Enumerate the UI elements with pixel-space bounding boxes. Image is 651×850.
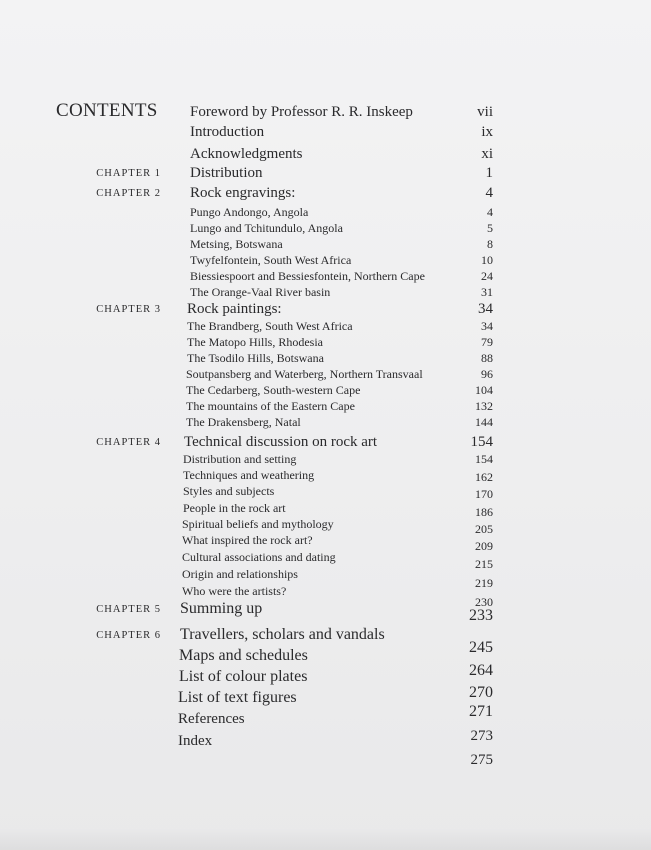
- page-number: vii: [477, 104, 493, 120]
- entry-title: Travellers, scholars and vandals: [180, 626, 385, 643]
- page-number: ix: [481, 124, 493, 140]
- entry-title: The mountains of the Eastern Cape: [186, 399, 355, 413]
- entry-title: Twyfelfontein, South West Africa: [190, 253, 352, 267]
- page-number: 233: [469, 607, 493, 624]
- page-number: 230: [475, 595, 493, 609]
- chapter-label: CHAPTER 4: [96, 437, 161, 448]
- entry-title: Foreword by Professor R. R. Inskeep: [190, 104, 413, 120]
- page-number: 273: [470, 728, 493, 744]
- chapter-label: CHAPTER 6: [96, 630, 161, 641]
- chapter-label: CHAPTER 5: [96, 604, 161, 615]
- chapter-label: CHAPTER 1: [96, 168, 161, 179]
- entry-title: The Orange-Vaal River basin: [190, 285, 331, 299]
- entry-title: Summing up: [180, 600, 263, 617]
- page-number: 5: [487, 221, 493, 235]
- toc-entry: [0, 600, 651, 624]
- entry-title: Maps and schedules: [179, 647, 308, 664]
- entry-title: Who were the artists?: [182, 584, 287, 598]
- page-number: 132: [475, 399, 493, 413]
- entry-title: Cultural associations and dating: [182, 550, 336, 564]
- toc-entry: [0, 414, 651, 434]
- page-number: 79: [481, 335, 493, 349]
- page-number: 8: [487, 237, 493, 251]
- page-number: 144: [475, 415, 493, 429]
- entry-title: Spiritual beliefs and mythology: [182, 517, 334, 531]
- entry-title: Styles and subjects: [183, 484, 275, 498]
- chapter-label: CHAPTER 2: [96, 188, 161, 199]
- entry-title: The Drakensberg, Natal: [186, 415, 301, 429]
- toc-entry: [0, 733, 651, 768]
- page-number: 4: [487, 205, 493, 219]
- entry-title: Soutpansberg and Waterberg, Northern Transvaal: [186, 367, 423, 381]
- toc-entry: [0, 146, 651, 166]
- contents-heading: CONTENTS: [56, 100, 158, 121]
- page-number: 162: [475, 470, 493, 484]
- page-number: 271: [469, 703, 493, 720]
- page-number: 219: [475, 576, 493, 590]
- page-number: 209: [475, 539, 493, 553]
- chapter-label: CHAPTER 3: [96, 304, 161, 315]
- page-shadow: [0, 828, 651, 850]
- page-number: 10: [481, 253, 493, 267]
- page-number: 154: [475, 452, 493, 466]
- entry-title: List of text figures: [178, 689, 297, 706]
- page-number: 264: [469, 662, 493, 679]
- page-number: 104: [475, 383, 493, 397]
- page-number: 88: [481, 351, 493, 365]
- page-number: 275: [470, 752, 493, 768]
- page-number: 154: [470, 434, 493, 450]
- page-number: 1: [485, 165, 493, 181]
- entry-title: The Tsodilo Hills, Botswana: [187, 351, 324, 365]
- entry-title: Introduction: [190, 124, 265, 140]
- page-number: 96: [481, 367, 493, 381]
- page-number: xi: [481, 146, 493, 162]
- entry-title: Lungo and Tchitundulo, Angola: [190, 221, 343, 235]
- entry-title: Rock paintings:: [187, 301, 282, 317]
- page-number: 170: [475, 487, 493, 501]
- entry-title: Technical discussion on rock art: [184, 434, 378, 450]
- entry-title: Distribution: [190, 165, 263, 181]
- entry-title: The Cedarberg, South-western Cape: [186, 383, 361, 397]
- entry-title: The Matopo Hills, Rhodesia: [187, 335, 323, 349]
- entry-title: People in the rock art: [183, 501, 286, 515]
- page-number: 215: [475, 557, 493, 571]
- entry-title: References: [178, 711, 245, 727]
- entry-title: Metsing, Botswana: [190, 237, 283, 251]
- page-number: 31: [481, 285, 493, 299]
- toc-entry: [0, 185, 651, 205]
- entry-title: Origin and relationships: [182, 567, 298, 581]
- toc-entry: [0, 165, 651, 185]
- entry-title: Index: [178, 733, 213, 749]
- entry-title: Rock engravings:: [190, 185, 296, 201]
- page-number: 186: [475, 505, 493, 519]
- entry-title: List of colour plates: [179, 668, 308, 685]
- page-number: 4: [485, 185, 493, 201]
- page-number: 34: [478, 301, 493, 317]
- page-number: 24: [481, 269, 493, 283]
- page-number: 245: [469, 639, 493, 656]
- entry-title: Pungo Andongo, Angola: [190, 205, 309, 219]
- entry-title: Distribution and setting: [183, 452, 297, 466]
- page-number: 205: [475, 522, 493, 536]
- entry-title: What inspired the rock art?: [182, 533, 313, 547]
- page-number: 34: [481, 319, 493, 333]
- entry-title: Techniques and weathering: [183, 468, 315, 482]
- entry-title: Acknowledgments: [190, 146, 303, 162]
- page-number: 270: [469, 684, 493, 701]
- toc-entry: [0, 124, 651, 144]
- toc-entry: [0, 104, 651, 124]
- entry-title: Biessiespoort and Bessiesfontein, Northern Cape: [190, 269, 425, 283]
- entry-title: The Brandberg, South West Africa: [187, 319, 353, 333]
